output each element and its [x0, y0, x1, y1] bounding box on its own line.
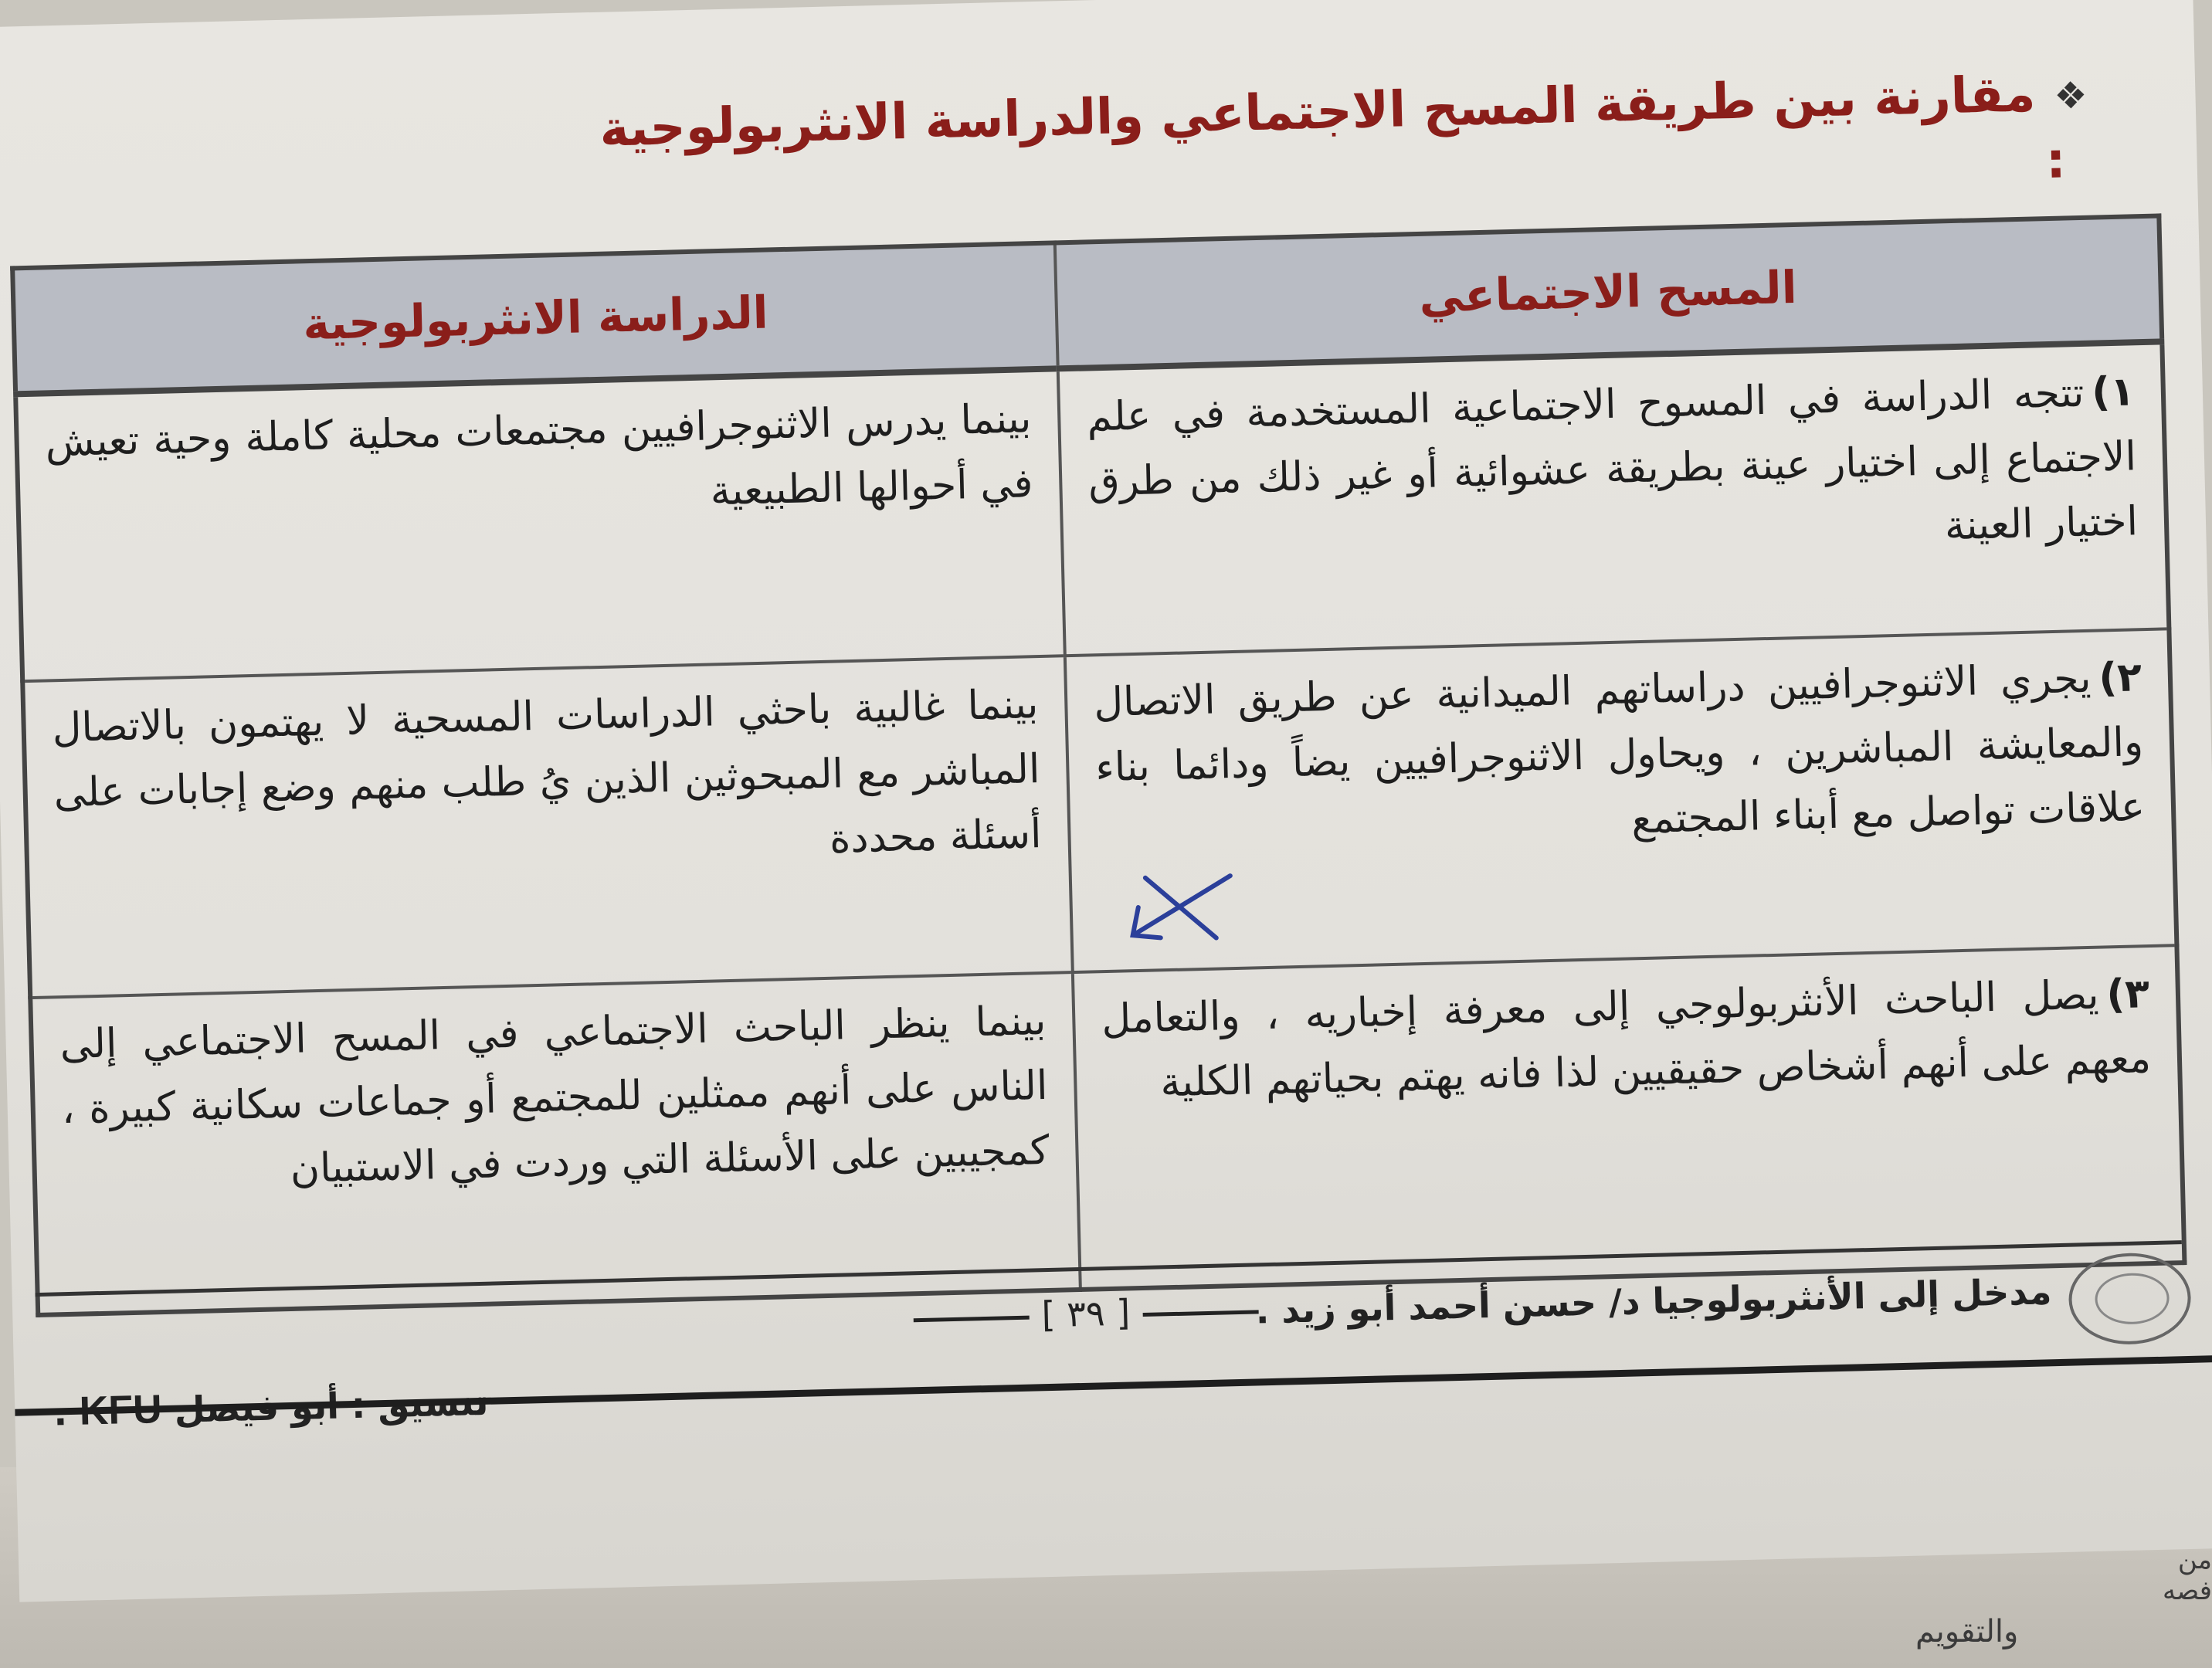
credit-suffix: .: [53, 1392, 68, 1434]
page-number-rule-right: [1142, 1310, 1258, 1317]
diamond-bullet-icon: ❖: [2053, 74, 2088, 119]
comparison-table: [10, 213, 2187, 1317]
pen-arrow-mark-icon: [1114, 862, 1240, 950]
credit-org: KFU: [79, 1387, 163, 1434]
row-number: ٢): [2098, 654, 2142, 702]
row-number: ١): [2091, 368, 2136, 416]
header-anthropological-study: الدراسة الانثربولوجية: [12, 242, 1058, 394]
cell-survey-text: يجري الاثنوجرافيين دراساتهم الميدانية عن طريق الاتصال والمعايشة المباشرين ، ويحاول الاثنوجرافيين يضاً ودائما بناء علاقات تواصل مع أبناء المجتمع: [1093, 655, 2146, 843]
course-title: مدخل إلى الأنثربولوجيا د/ حسن أحمد أبو زيد .: [1255, 1270, 2052, 1332]
table-row: [15, 341, 2169, 681]
row-number: ٣): [2105, 971, 2150, 1019]
table-row: [22, 629, 2176, 998]
cell-anthro: [22, 656, 1073, 998]
cell-survey: [1073, 945, 2185, 1290]
page-number-rule-left: [914, 1316, 1030, 1323]
credit-prefix: تنسيق : أبو فيصل: [174, 1381, 489, 1431]
page-title: [156, 61, 2089, 240]
cell-survey: [1058, 341, 2170, 656]
cell-anthro-text: بينما ينظر الباحث الاجتماعي في المسح الاجتماعي إلى الناس على أنهم ممثلين للمجتمع أو جماعات سكانية كبيرة ، كمجيبين على الأسئلة التي وردت في الاستبيان: [59, 997, 1050, 1192]
cell-anthro-text: بينما غالبية باحثي الدراسات المسحية لا يهتمون بالاتصال المباشر مع المبحوثين الذين يُ طلب منهم وضع إجابات على أسئلة محددة: [51, 681, 1043, 863]
underlying-page-text-1: من فصه: [2163, 1544, 2212, 1606]
cell-anthro: [30, 972, 1081, 1315]
page-title-colon: :: [2045, 132, 2067, 191]
page-number: [901, 1288, 1271, 1339]
page-number-text: [ ٣٩ ]: [1040, 1291, 1131, 1336]
underlying-page-text-2: والتقويم: [1915, 1614, 2019, 1649]
header-social-survey: المسح الاجتماعي: [1055, 215, 2163, 368]
cell-survey-text: تتجه الدراسة في المسوح الاجتماعية المستخدمة في علم الاجتماع إلى اختيار عينة بطريقة عشوائية أو غير ذلك من طرق اختيار العينة: [1086, 369, 2139, 550]
page-title-text: مقارنة بين طريقة المسح الاجتماعي والدراسة الانثربولوجية: [599, 66, 2037, 158]
seal-inner-ring-icon: [2095, 1273, 2170, 1325]
cell-anthro: [15, 368, 1065, 681]
cell-survey-text: يصل الباحث الأنثربولوجي إلى معرفة إخباريه ، والتعامل معهم على أنهم أشخاص حقيقيين لذا فانه يهتم بحياتهم الكلية: [1101, 971, 2152, 1107]
cell-anthro-text: بينما يدرس الاثنوجرافيين مجتمعات محلية كاملة وحية تعيش في أحوالها الطبيعية: [44, 395, 1034, 515]
university-seal-icon: [2068, 1252, 2192, 1346]
